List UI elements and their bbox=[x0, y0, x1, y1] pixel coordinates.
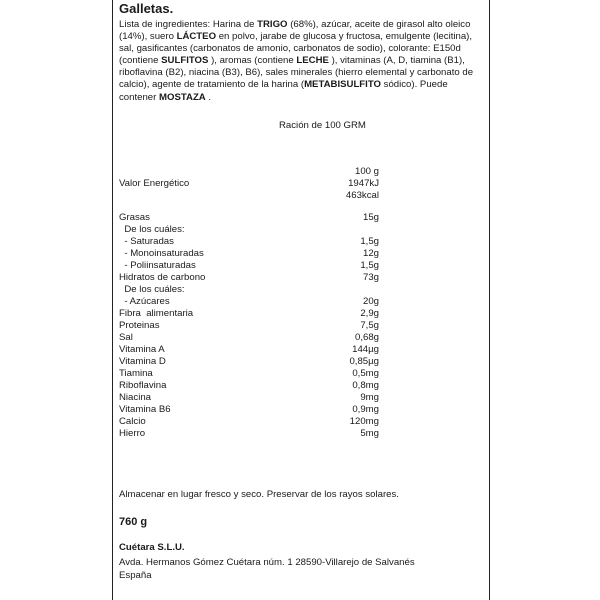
nutrient-name: De los cuáles: bbox=[119, 224, 185, 235]
ingredients-text: (68%), azúcar, aceite de girasol alto oleico (14%), suero bbox=[119, 19, 471, 43]
nutrition-row bbox=[119, 368, 419, 380]
nutrition-row bbox=[119, 236, 419, 248]
nutrient-name: - Poliinsaturadas bbox=[119, 260, 196, 271]
allergen-highlight: SULFITOS bbox=[161, 55, 209, 67]
nutrient-value: 5mg bbox=[360, 428, 379, 439]
nutrient-name: Niacina bbox=[119, 392, 151, 403]
storage-instructions: Almacenar en lugar fresco y seco. Preservar de los rayos solares. bbox=[119, 489, 399, 500]
nutrition-row bbox=[119, 416, 419, 428]
nutrition-row bbox=[119, 308, 419, 320]
company-name: Cuétara S.L.U. bbox=[119, 542, 185, 553]
company-address bbox=[119, 556, 481, 582]
nutrient-name: Grasas bbox=[119, 212, 150, 223]
nutrition-table bbox=[119, 166, 419, 440]
nutrition-row bbox=[119, 344, 419, 356]
nutrient-name: - Monoinsaturadas bbox=[119, 248, 204, 259]
nutrient-value: 0,9mg bbox=[352, 404, 379, 415]
nutrient-name: Vitamina A bbox=[119, 344, 165, 355]
ingredients-list bbox=[119, 19, 481, 104]
nutrient-value: 0,68g bbox=[354, 332, 379, 343]
allergen-highlight: LÁCTEO bbox=[176, 31, 217, 43]
nutrient-value: 144µg bbox=[352, 344, 379, 355]
ingredients-text: Lista de ingredientes: Harina de bbox=[119, 19, 258, 30]
ingredients-text: en polvo, jarabe de glucosa y fructosa, emulgente (lecitina), sal, gasificantes (carbonatos de amonio, carbonatos de sodio), colorante: E150d (contiene bbox=[119, 31, 473, 67]
nutrient-name: Proteinas bbox=[119, 320, 160, 331]
nutrient-value: 2,9g bbox=[360, 308, 379, 319]
nutrition-row bbox=[119, 320, 419, 332]
nutrition-row bbox=[119, 166, 419, 178]
net-weight: 760 g bbox=[119, 516, 148, 528]
nutrient-value: 120mg bbox=[349, 416, 379, 427]
nutrient-value: 0,85µg bbox=[349, 356, 379, 367]
label-panel bbox=[112, 0, 490, 600]
nutrition-row bbox=[119, 404, 419, 416]
nutrition-row bbox=[119, 392, 419, 404]
nutrient-name: Calcio bbox=[119, 416, 146, 427]
nutrient-value: 12g bbox=[362, 248, 379, 259]
nutrient-value: 9mg bbox=[360, 392, 379, 403]
ingredients-text: ), vitaminas (A, D, tiamina (B1), riboflavina (B2), niacina (B3), B6), sales minerales (hierro elemental y carbonato de calcio), agente de tratamiento de la harina ( bbox=[119, 55, 474, 91]
nutrition-row bbox=[119, 212, 419, 224]
ingredients-text: ), aromas (contiene bbox=[208, 55, 297, 67]
allergen-highlight: TRIGO bbox=[257, 19, 288, 30]
nutrient-name: De los cuáles: bbox=[119, 284, 185, 295]
ingredients-text: . bbox=[205, 91, 212, 103]
product-title: Galletas. bbox=[119, 1, 174, 16]
nutrient-value: 1947kJ bbox=[348, 178, 379, 189]
nutrient-name: Vitamina B6 bbox=[119, 404, 171, 415]
nutrient-name: Hierro bbox=[119, 428, 146, 439]
nutrient-value: 0,5mg bbox=[352, 368, 379, 379]
nutrition-row bbox=[119, 356, 419, 368]
ingredients-text: sódico). Puede contener bbox=[119, 79, 448, 103]
nutrition-row bbox=[119, 272, 419, 284]
nutrient-value: 100 g bbox=[354, 166, 379, 177]
serving-size: Ración de 100 GRM bbox=[279, 120, 366, 131]
nutrient-name: Hidratos de carbono bbox=[119, 272, 206, 283]
nutrient-name: Tiamina bbox=[119, 368, 153, 379]
address-line: Avda. Hermanos Gómez Cuétara núm. 1 28590-Villarejo de Salvanés bbox=[119, 557, 415, 568]
nutrient-value: 463kcal bbox=[345, 190, 379, 201]
nutrition-row bbox=[119, 332, 419, 344]
nutrition-row bbox=[119, 260, 419, 272]
nutrition-row bbox=[119, 248, 419, 260]
nutrient-name: Riboflavina bbox=[119, 380, 167, 391]
nutrient-name: Valor Energético bbox=[119, 178, 190, 189]
nutrient-value: 73g bbox=[362, 272, 379, 283]
nutrient-value: 1,5g bbox=[360, 260, 379, 271]
nutrition-row bbox=[119, 190, 419, 202]
nutrition-row bbox=[119, 224, 419, 236]
address-country: España bbox=[119, 570, 152, 581]
nutrition-row bbox=[119, 178, 419, 190]
nutrient-name: - Azúcares bbox=[119, 296, 170, 307]
nutrition-row bbox=[119, 284, 419, 296]
allergen-highlight: MOSTAZA bbox=[159, 91, 206, 103]
nutrient-name: - Saturadas bbox=[119, 236, 174, 247]
nutrient-value: 20g bbox=[362, 296, 379, 307]
nutrition-row bbox=[119, 380, 419, 392]
allergen-highlight: METABISULFITO bbox=[304, 79, 381, 91]
nutrition-row bbox=[119, 296, 419, 308]
nutrient-value: 15g bbox=[362, 212, 379, 223]
nutrient-name: Sal bbox=[119, 332, 133, 343]
nutrition-row bbox=[119, 428, 419, 440]
nutrient-name: Vitamina D bbox=[119, 356, 166, 367]
nutrient-value: 0,8mg bbox=[352, 380, 379, 391]
nutrient-value: 1,5g bbox=[360, 236, 379, 247]
allergen-highlight: LECHE bbox=[296, 55, 329, 67]
nutrient-value: 7,5g bbox=[360, 320, 379, 331]
nutrient-name: Fibra alimentaria bbox=[119, 308, 194, 319]
